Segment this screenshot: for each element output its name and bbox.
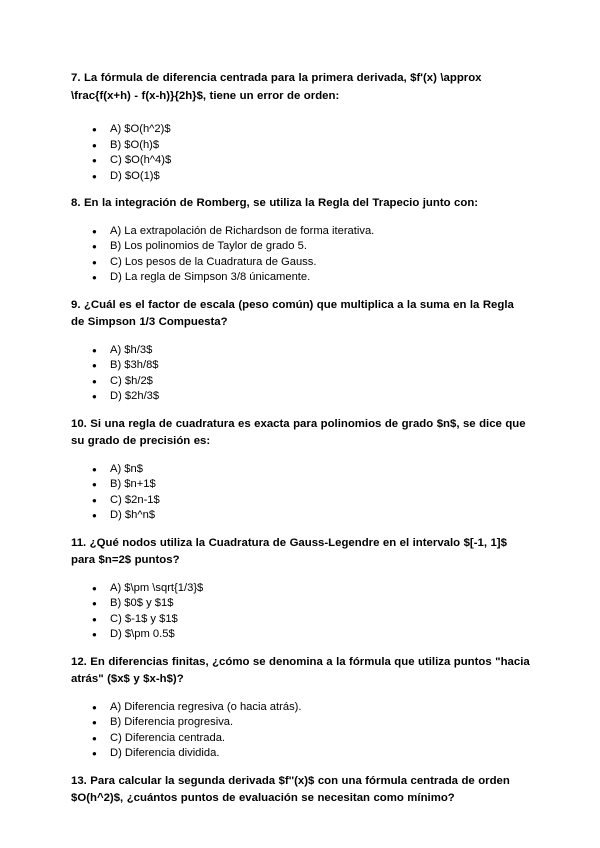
- options-list: [71, 224, 530, 286]
- bullet-icon: ●: [92, 273, 97, 282]
- option: [71, 138, 530, 154]
- question-10: [71, 416, 530, 524]
- option: [71, 358, 530, 374]
- option-text: A) La extrapolación de Richardson de forma iterativa.: [110, 224, 375, 237]
- bullet-icon: ●: [92, 376, 97, 386]
- option-text: B) $O(h)$: [110, 138, 160, 151]
- question-13: [71, 773, 530, 808]
- bullet-icon: ●: [92, 361, 97, 370]
- option-text: A) $\pm \sqrt{1/3}$: [110, 581, 204, 594]
- option-text: B) $3h/8$: [110, 359, 159, 371]
- question-8: [71, 195, 530, 286]
- option-text: B) $n+1$: [110, 478, 156, 490]
- bullet-icon: ●: [92, 749, 97, 758]
- bullet-icon: ●: [92, 392, 97, 401]
- option: [71, 508, 530, 524]
- bullet-icon: ●: [92, 718, 97, 727]
- bullet-icon: ●: [92, 171, 97, 181]
- option: [71, 343, 530, 359]
- option: [71, 153, 530, 169]
- option-text: D) $h^n$: [110, 509, 156, 521]
- option-text: D) Diferencia dividida.: [110, 747, 220, 759]
- option: [71, 700, 530, 716]
- option-text: C) $O(h^4)$: [110, 154, 172, 166]
- question-text: 11. ¿Qué nodos utiliza la Cuadratura de Gauss-Legendre en el intervalo $[-1, 1]$ para $n=2$ puntos?: [71, 536, 507, 566]
- option-text: A) $O(h^2)$: [110, 123, 171, 135]
- option: [71, 581, 530, 597]
- option: [71, 270, 530, 286]
- bullet-icon: ●: [92, 583, 97, 593]
- option-text: C) $h/2$: [110, 374, 153, 387]
- question-11: [71, 535, 530, 643]
- bullet-icon: ●: [92, 464, 97, 474]
- bullet-icon: ●: [92, 511, 97, 520]
- bullet-icon: ●: [92, 614, 97, 624]
- bullet-icon: ●: [92, 630, 97, 639]
- question-text: 12. En diferencias finitas, ¿cómo se denomina a la fórmula que utiliza puntos "hacia atrás" ($x$ y $x-h$)?: [71, 655, 530, 685]
- question-text: 10. Si una regla de cuadratura es exacta para polinomios de grado $n$, se dice que su grado de precisión es:: [71, 417, 526, 447]
- options-list: [71, 122, 530, 184]
- option: [71, 169, 530, 185]
- option: [71, 477, 530, 493]
- options-list: [71, 700, 530, 762]
- option: [71, 596, 530, 612]
- question-text: 13. Para calcular la segunda derivada $f''(x)$ con una fórmula centrada de orden $O(h^2)$, ¿cuántos puntos de evaluación se necesitan como mínimo?: [71, 774, 510, 804]
- option-text: C) $-1$ y $1$: [110, 612, 178, 625]
- option-text: D) $\pm 0.5$: [110, 628, 175, 640]
- question-9: [71, 297, 530, 405]
- options-list: [71, 343, 530, 405]
- option-text: A) $h/3$: [110, 343, 153, 356]
- option-text: D) La regla de Simpson 3/8 únicamente.: [110, 271, 311, 283]
- options-list: [71, 462, 530, 524]
- bullet-icon: ●: [92, 257, 97, 267]
- option: [71, 462, 530, 478]
- option-text: D) $2h/3$: [110, 390, 160, 402]
- option: [71, 374, 530, 390]
- bullet-icon: ●: [92, 702, 97, 712]
- bullet-icon: ●: [92, 140, 97, 150]
- option-text: A) Diferencia regresiva (o hacia atrás).: [110, 700, 302, 713]
- option: [71, 612, 530, 628]
- option-text: D) $O(1)$: [110, 169, 160, 182]
- bullet-icon: ●: [92, 599, 97, 608]
- option: [71, 255, 530, 271]
- option-text: C) $2n-1$: [110, 493, 160, 506]
- option-text: B) Diferencia progresiva.: [110, 716, 234, 728]
- bullet-icon: ●: [92, 733, 97, 743]
- option-text: A) $n$: [110, 462, 143, 475]
- option-text: B) Los polinomios de Taylor de grado 5.: [110, 240, 307, 252]
- option-text: C) Diferencia centrada.: [110, 731, 226, 744]
- option: [71, 493, 530, 509]
- option-text: C) Los pesos de la Cuadratura de Gauss.: [110, 255, 317, 268]
- option-text: B) $0$ y $1$: [110, 597, 174, 609]
- question-12: [71, 654, 530, 762]
- question-7: [71, 70, 530, 184]
- question-text: 7. La fórmula de diferencia centrada para la primera derivada, $f'(x) \approx \frac{f(x+h) - f(x-h)}{2h}$, tiene un error de orden:: [71, 72, 482, 102]
- question-text: 8. En la integración de Romberg, se utiliza la Regla del Trapecio junto con:: [71, 197, 479, 209]
- bullet-icon: ●: [92, 480, 97, 489]
- option: [71, 627, 530, 643]
- option: [71, 239, 530, 255]
- option: [71, 389, 530, 405]
- bullet-icon: ●: [92, 345, 97, 355]
- option: [71, 715, 530, 731]
- option: [71, 746, 530, 762]
- bullet-icon: ●: [92, 156, 97, 165]
- option: [71, 224, 530, 240]
- bullet-icon: ●: [92, 125, 97, 134]
- option: [71, 731, 530, 747]
- bullet-icon: ●: [92, 495, 97, 505]
- bullet-icon: ●: [92, 242, 97, 251]
- question-text: 9. ¿Cuál es el factor de escala (peso común) que multiplica a la suma en la Regla de Simpson 1/3 Compuesta?: [71, 298, 514, 328]
- options-list: [71, 581, 530, 643]
- option: [71, 122, 530, 138]
- bullet-icon: ●: [92, 226, 97, 236]
